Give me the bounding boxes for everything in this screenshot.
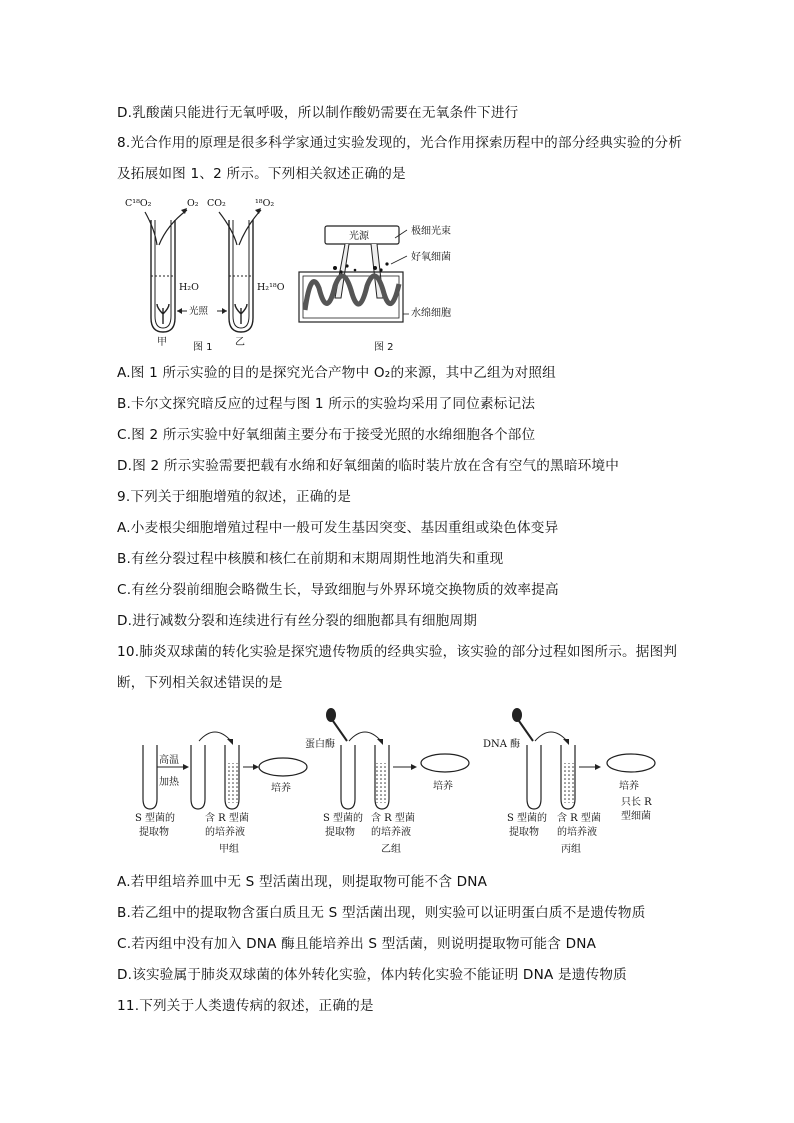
bing-extract-1: S 型菌的 — [507, 813, 548, 824]
q10-option-c: C.若丙组中没有加入 DNA 酶且能培养出 S 型活菌，则说明提取物可能含 DNA — [117, 936, 597, 952]
fig1-yi-top-right: ¹⁸O₂ — [255, 198, 275, 209]
q8-stem: 8.光合作用的原理是很多科学家通过实验发现的，光合作用探索历程中的部分经典实验的分析及拓展如图 1、2 所示。下列相关叙述正确的是 — [117, 135, 683, 182]
bing-extract-2: 提取物 — [509, 827, 539, 838]
jia-extract-1: S 型菌的 — [135, 813, 176, 824]
fig1-light-label: 光照 — [189, 306, 209, 317]
petri-dish-icon — [607, 754, 655, 772]
fig2-label-beam: 极细光束 — [411, 226, 451, 237]
jia-group-name: 甲组 — [219, 844, 239, 855]
dropper-icon — [326, 708, 336, 722]
q8-option-d: D.图 2 所示实验需要把载有水绵和好氧细菌的临时装片放在含有空气的黑暗环境中 — [117, 458, 620, 474]
q8-option-c: C.图 2 所示实验中好氧细菌主要分布于接受光照的水绵细胞各个部位 — [117, 427, 536, 443]
fig2-label-bacteria: 好氧细菌 — [411, 252, 451, 263]
bing-result-1: 只长 R — [621, 797, 652, 808]
fig1-jia-top-left: C¹⁸O₂ — [125, 198, 152, 209]
yi-extract-2: 提取物 — [325, 827, 355, 838]
q9-stem: 9.下列关于细胞增殖的叙述，正确的是 — [117, 489, 352, 505]
test-tube-icon — [527, 745, 541, 809]
fig2-light-source: 光源 — [349, 231, 369, 242]
arrow-out-icon — [159, 210, 187, 245]
fig2-caption: 图 2 — [374, 342, 394, 353]
petri-dish-icon — [259, 758, 307, 776]
q7-option-d: D.乳酸菌只能进行无氧呼吸，所以制作酸奶需要在无氧条件下进行 — [117, 105, 519, 121]
q9-option-a: A.小麦根尖细胞增殖过程中一般可发生基因突变、基因重组或染色体变异 — [117, 520, 559, 536]
plant-icon — [235, 304, 247, 324]
q9-option-c: C.有丝分裂前细胞会略微生长，导致细胞与外界环境交换物质的效率提高 — [117, 582, 559, 598]
fig1-jia-top-right: O₂ — [187, 198, 199, 209]
q10-stem: 10.肺炎双球菌的转化实验是探究遗传物质的经典实验，该实验的部分过程如图所示。据图判断，下列相关叙述错误的是 — [117, 644, 678, 691]
yi-culture: 培养 — [433, 781, 453, 792]
q10-figure — [135, 705, 695, 860]
dropper-icon — [512, 708, 522, 722]
q8-figure-2 — [295, 220, 515, 330]
jia-extract-2: 提取物 — [139, 827, 169, 838]
yi-group-name: 乙组 — [381, 844, 401, 855]
yi-enzyme: 蛋白酶 — [305, 739, 335, 750]
q10-option-b: B.若乙组中的提取物含蛋白质且无 S 型活菌出现，则实验可以证明蛋白质不是遗传物质 — [117, 905, 646, 921]
group-bing — [483, 708, 655, 855]
q10-option-a: A.若甲组培养皿中无 S 型活菌出现，则提取物可能不含 DNA — [117, 874, 488, 890]
test-tube-icon — [191, 745, 205, 809]
q9-option-b: B.有丝分裂过程中核膜和核仁在前期和末期周期性地消失和重现 — [117, 551, 504, 567]
arrow-in-icon — [219, 212, 237, 245]
test-tube-yi — [229, 220, 253, 332]
bing-group-name: 丙组 — [561, 844, 581, 855]
group-jia — [135, 732, 307, 855]
fig2-label-cell: 水绵细胞 — [411, 308, 451, 319]
arrow-out-icon — [239, 210, 261, 245]
yi-medium-2: 的培养液 — [371, 827, 411, 838]
test-tube-icon — [143, 745, 157, 809]
fig1-water-yi: H₂¹⁸O — [257, 282, 285, 293]
fig1-label-yi: 乙 — [235, 337, 245, 348]
fig1-water-jia: H₂O — [179, 282, 199, 293]
petri-dish-icon — [421, 754, 469, 772]
q8-option-b: B.卡尔文探究暗反应的过程与图 1 所示的实验均采用了同位素标记法 — [117, 396, 536, 412]
jia-treat-2: 加热 — [159, 777, 179, 788]
q10-option-d: D.该实验属于肺炎双球菌的体外转化实验，体内转化实验不能证明 DNA 是遗传物质 — [117, 967, 627, 983]
bing-result-2: 型细菌 — [621, 811, 651, 822]
jia-medium-1: 含 R 型菌 — [205, 813, 249, 824]
q8-figure-1 — [115, 190, 300, 355]
plant-icon — [157, 304, 169, 324]
q8-option-a: A.图 1 所示实验的目的是探究光合产物中 O₂的来源，其中乙组为对照组 — [117, 365, 556, 381]
bing-enzyme: DNA 酶 — [483, 739, 521, 750]
jia-culture: 培养 — [271, 783, 291, 794]
fig1-yi-top-left: CO₂ — [207, 198, 226, 209]
bing-medium-1: 含 R 型菌 — [557, 813, 601, 824]
yi-medium-1: 含 R 型菌 — [371, 813, 415, 824]
yi-extract-1: S 型菌的 — [323, 813, 364, 824]
test-tube-icon — [341, 745, 355, 809]
q9-option-d: D.进行减数分裂和连续进行有丝分裂的细胞都具有细胞周期 — [117, 613, 478, 629]
fig1-caption: 图 1 — [193, 342, 213, 353]
bing-medium-2: 的培养液 — [557, 827, 597, 838]
q11-stem: 11.下列关于人类遗传病的叙述，正确的是 — [117, 998, 374, 1014]
bing-culture: 培养 — [619, 781, 639, 792]
jia-medium-2: 的培养液 — [205, 827, 245, 838]
group-yi — [305, 708, 469, 855]
jia-treat-1: 高温 — [159, 755, 179, 766]
fig1-label-jia: 甲 — [157, 337, 167, 348]
